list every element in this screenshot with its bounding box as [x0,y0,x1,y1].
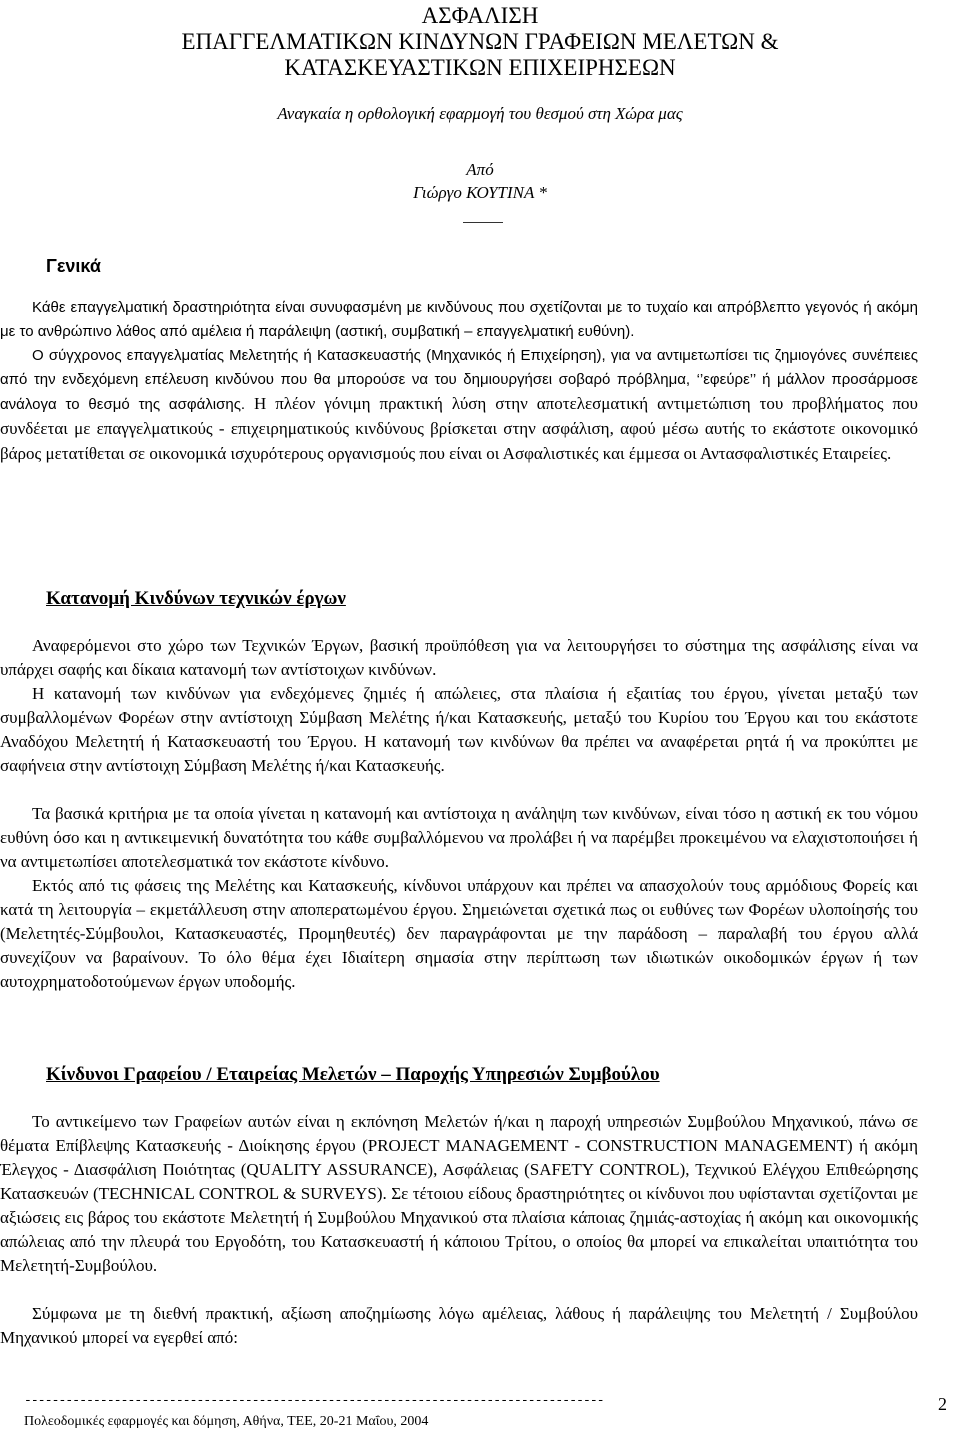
section-body-allocation [0,634,918,994]
section-heading-office-risks: Κίνδυνοι Γραφείου / Εταιρείας Μελετών – Παροχής Υπηρεσιών Συμβούλου [46,1064,660,1085]
section-heading-general: Γενικά [46,256,101,276]
section-body-office-risks [0,1110,918,1350]
paragraph: Τα βασικά κριτήρια με τα οποία γίνεται η κατανομή και αντίστοιχα η ανάληψη των κινδύνων, είναι τόσο η αστική εκ του νόμου ευθύνη όσο και η αντικειμενική δυνατότητα του κάθε συμβαλλόμενου να προλάβει ή να παρέμβει προκειμένου να ελαχιστοποιήσει ή να αντιμετωπίσει αποτελεσματικά τον εκάστοτε κίνδυνο. [0,804,918,871]
paragraph-part: Ο σύγχρονος επαγγελματίας Μελετητής ή Κατασκευαστής (Μηχανικός ή Επιχείρηση), για να αντιμετωπίσει τις ζημιογόνες συνέπειες από την ενδεχόμενη επέλευση κινδύνου που θα μπορούσε να του δημιουργήσει σοβαρό πρόβλημα, ‘’εφεύρε’’ ή μάλλον προσάρμοσε ανάλογα το θεσμό της ασφάλισης. [0,347,918,413]
page-number: 2 [938,1394,947,1414]
document-title-line-2: ΕΠΑΓΓΕΛΜΑΤΙΚΩΝ ΚΙΝΔΥΝΩΝ ΓΡΑΦΕΙΩΝ ΜΕΛΕΤΩΝ & [181,29,779,54]
paragraph: Το αντικείμενο των Γραφείων αυτών είναι η εκπόνηση Μελετών ή/και η παροχή υπηρεσιών Συμβούλου Μηχανικού, πάνω σε θέματα Επίβλεψης Κατασκευής - Διοίκησης έργου (PROJECT MANAGEMENT - CONSTRUCTION MANAGEMENT) ή ακόμη Έλεγχος - Διασφάλιση Ποιότητας (QUALITY ASSURANCE), Ασφάλειας (SAFETY CONTROL), Τεχνικού Ελέγχου Επιθεώρησης Κατασκευών (TECHNICAL CONTROL & SURVEYS). Σε τέτοιου είδους δραστηριότητες οι κίνδυνοι που υφίστανται σχετίζονται με αξιώσεις εις βάρος του εκάστοτε Μελετητή ή Συμβούλου Μηχανικού στα πλαίσια κάποιας ζημιάς-αστοχίας ή ακόμη και οικονομικής απώλειας από την πλευρά του Εργοδότη, του Κατασκευαστή ή κάποιου Τρίτου, ο οποίος θα μπορεί να επικαλείται υπαιτιότητα του Μελετητή-Συμβούλου. [0,1112,918,1275]
footer-separator: ------------------------------------------------------------------------------------ [24,1393,604,1408]
paragraph: Κάθε επαγγελματική δραστηριότητα είναι συνυφασμένη με κινδύνους που σχετίζονται με το τυχαίο και απρόβλεπτο γεγονός ή ακόμη με το ανθρώπινο λάθος από αμέλεια ή παράλειψη (αστική, συμβατική – επαγγελματική ευθύνη). [0,299,918,340]
paragraph [0,344,918,467]
document-title-line-1: ΑΣΦΑΛΙΣΗ [421,3,539,28]
paragraph: Αναφερόμενοι στο χώρο των Τεχνικών Έργων, βασική προϋπόθεση για να λειτουργήσει το σύστημα της ασφάλισης είναι να υπάρχει σαφής και δίκαια κατανομή των αντίστοιχων κινδύνων. [0,636,918,679]
author-from: Από [466,160,494,179]
footer-text: Πολεοδομικές εφαρμογές και δόμηση, Αθήνα, ΤΕΕ, 20-21 Μαΐου, 2004 [24,1414,429,1429]
paragraph-part: Η πλέον γόνιμη πρακτική λύση στην αποτελεσματική αντιμετώπιση του προβλήματος που συνδέεται με επαγγελματικούς - επιχειρηματικούς κινδύνους βρίσκεται στην ασφάλιση, αφού μέσω αυτής το εκάστοτε οικονομικό βάρος μετατίθεται σε οικονομικά ισχυρότερους οργανισμούς που είναι οι Ασφαλιστικές και έμμεσα οι Αντασφαλιστικές Εταιρείες. [0,394,918,463]
paragraph: Σύμφωνα με τη διεθνή πρακτική, αξίωση αποζημίωσης λόγω αμέλειας, λάθους ή παράλειψης του Μελετητή / Συμβούλου Μηχανικού μπορεί να εγερθεί από: [0,1304,918,1347]
paragraph: Εκτός από τις φάσεις της Μελέτης και Κατασκευής, κίνδυνοι υπάρχουν και πρέπει να απασχολούν τους αρμόδιους Φορείς και κατά τη λειτουργία – εκμετάλλευση στην αποπερατωμένου έργου. Σημειώνεται σχετικά πως οι ευθύνες των Φορέων υλοποίησής του (Μελετητές-Σύμβουλοι, Κατασκευαστές, Προμηθευτές) δεν παραγράφονται με την παράδοση – παραλαβή του έργου αλλά συνεχίζουν να βαραίνουν. Το όλο θέμα έχει Ιδιαίτερη σημασία στην περίπτωση των ιδιωτικών οικοδομικών έργων ή των αυτοχρηματοδοτούμενων έργων υποδομής. [0,876,918,991]
document-title-line-3: ΚΑΤΑΣΚΕΥΑΣΤΙΚΩΝ ΕΠΙΧΕΙΡΗΣΕΩΝ [284,55,676,80]
author-name: Γιώργο ΚΟΥΤΙΝΑ * [413,183,547,202]
section-heading-allocation: Κατανομή Κινδύνων τεχνικών έργων [46,588,346,609]
document-subtitle: Αναγκαία η ορθολογική εφαρμογή του θεσμού στη Χώρα μας [277,104,683,123]
section-body-general [0,296,918,467]
separator-line [463,222,503,223]
paragraph: Η κατανομή των κινδύνων για ενδεχόμενες ζημιές ή απώλειες, στα πλαίσια ή εξαιτίας του έργου, γίνεται μεταξύ των συμβαλλομένων Φορέων στην αντίστοιχη Σύμβαση Μελέτης ή/και Κατασκευής, μεταξύ του Κυρίου του Έργου και του εκάστοτε Αναδόχου Μελετητή ή Κατασκευαστή του Έργου. Η κατανομή των κινδύνων θα πρέπει να αναφέρεται ρητά ή να προκύπτει με σαφήνεια στην αντίστοιχη Σύμβαση Μελέτης ή/και Κατασκευής. [0,684,918,775]
